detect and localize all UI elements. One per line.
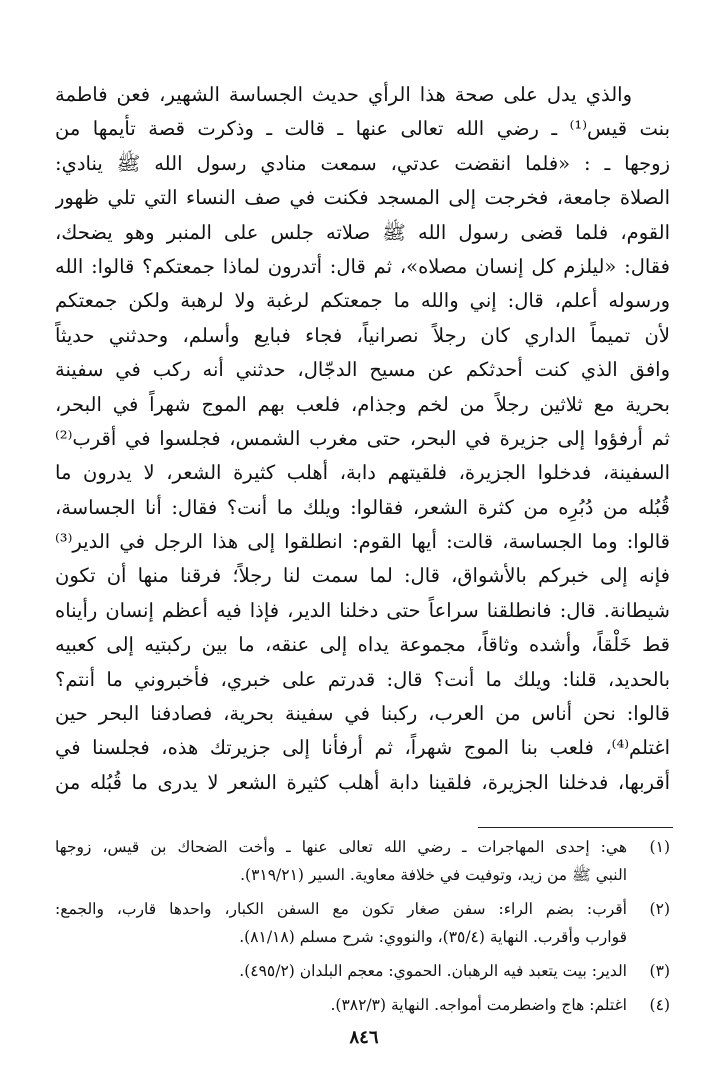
text-line-3: زوجها ـ : «فلما انقضت عدتي، سمعت منادي رسول الله ﷺ ينادي: [55, 151, 670, 175]
text-line-15: فإنه إلى خبركم بالأشواق، قال: لما سمت لنا رجلاً؛ فرقنا منها أن تكون [55, 564, 670, 588]
footnote-separator [478, 827, 673, 828]
footnote-2 [55, 895, 670, 951]
footnotes [55, 833, 670, 1025]
footnote-number: (٤) [649, 996, 670, 1014]
text-line-18: بالحديد، قلنا: ويلك ما أنت؟ قال: قدرتم على خبري، فأخبروني ما أنتم؟ [55, 667, 670, 691]
page-number: ٨٤٦ [349, 1027, 379, 1048]
text-line-16: شيطانة. قال: فانطلقنا سراعاً حتى دخلنا الدير، فإذا فيه أعظم إنسان رأيناه [55, 598, 670, 622]
footnote-line: قوارب وأقرب. النهاية (٣٥/٤)، والنووي: شرح مسلم (٨١/١٨). [239, 928, 627, 946]
text-line-17: قط خَلْقاً، وأشده وثاقاً، مجموعة يداه إلى عنقه، ما بين ركبتيه إلى كعبيه [55, 633, 670, 657]
text-line-6: فقال: «ليلزم كل إنسان مصلاه»، ثم قال: أتدرون لماذا جمعتكم؟ قالوا: الله [55, 254, 670, 278]
text-line-19: قالوا: نحن أناس من العرب، ركبنا في سفينة بحرية، فصادفنا البحر حين [55, 702, 670, 726]
footnote-line: هي: إحدى المهاجرات ـ رضي الله تعالى عنها ـ وأخت الضحاك بن قيس، زوجها [55, 838, 627, 856]
footnote-4 [55, 991, 670, 1019]
text-line-7: ورسوله أعلم، قال: إني والله ما جمعتكم لرغبة ولا لرهبة ولكن جمعتكم [55, 289, 670, 313]
text-line-20: اغتلم⁽⁴⁾، فلعب بنا الموج شهراً، ثم أرفأنا إلى جزيرتك هذه، فجلسنا في [55, 736, 670, 760]
text-line-9: وافق الذي كنت أحدثكم عن مسيح الدجّال، حدثني أنه ركب في سفينة [55, 358, 670, 382]
footnote-number: (١) [649, 838, 670, 856]
text-line-13: قُبُله من دُبُرِه من كثرة الشعر، فقالوا: ويلك ما أنت؟ فقال: أنا الجساسة، [55, 495, 670, 519]
text-line-11: ثم أرفؤوا إلى جزيرة في البحر، حتى مغرب الشمس، فجلسوا في أقرب⁽²⁾ [55, 426, 670, 450]
footnote-number: (٣) [649, 962, 670, 980]
text-line-12: السفينة، فدخلوا الجزيرة، فلقيتهم دابة، أهلب كثيرة الشعر، لا يدرون ما [55, 461, 670, 485]
text-line-2: بنت قيس⁽¹⁾ ـ رضي الله تعالى عنها ـ قالت ـ وذكرت قصة تأيمها من [55, 117, 670, 141]
text-line-8: لأن تميماً الداري كان رجلاً نصرانياً، فجاء فبايع وأسلم، وحدثني حديثاً [55, 323, 670, 347]
text-line-10: بحرية مع ثلاثين رجلاً من لخم وجذام، فلعب بهم الموج شهراً في البحر، [55, 392, 670, 416]
text-line-4: الصلاة جامعة، فخرجت إلى المسجد فكنت في صف النساء التي تلي ظهور [55, 186, 670, 210]
footnote-line: الدير: بيت يتعبد فيه الرهبان. الحموي: معجم البلدان (٤٩٥/٢). [239, 962, 627, 980]
footnote-number: (٢) [649, 900, 670, 918]
text-line-14: قالوا: وما الجساسة، قالت: أيها القوم: انطلقوا إلى هذا الرجل في الدير⁽³⁾ [55, 530, 670, 554]
footnote-1 [55, 833, 670, 889]
main-text [55, 78, 670, 800]
text-line-1: والذي يدل على صحة هذا الرأي حديث الجساسة الشهير، فعن فاطمة [55, 83, 632, 106]
footnote-3 [55, 957, 670, 985]
footnote-line: اغتلم: هاج واضطرمت أمواجه. النهاية (٣٨٢/٣). [330, 996, 627, 1014]
text-line-21: أقربها، فدخلنا الجزيرة، فلقينا دابة أهلب كثيرة الشعر لا يدرى ما قُبُله من [55, 770, 670, 794]
footnote-line: النبي ﷺ من زيد، وتوفيت في خلافة معاوية. السير (٣١٩/٢١). [240, 866, 627, 884]
text-line-5: القوم، فلما قضى رسول الله ﷺ صلاته جلس على المنبر وهو يضحك، [55, 220, 670, 244]
footnote-line: أقرب: بضم الراء: سفن صغار تكون مع السفن الكبار، واحدها قارب، والجمع: [55, 900, 627, 918]
